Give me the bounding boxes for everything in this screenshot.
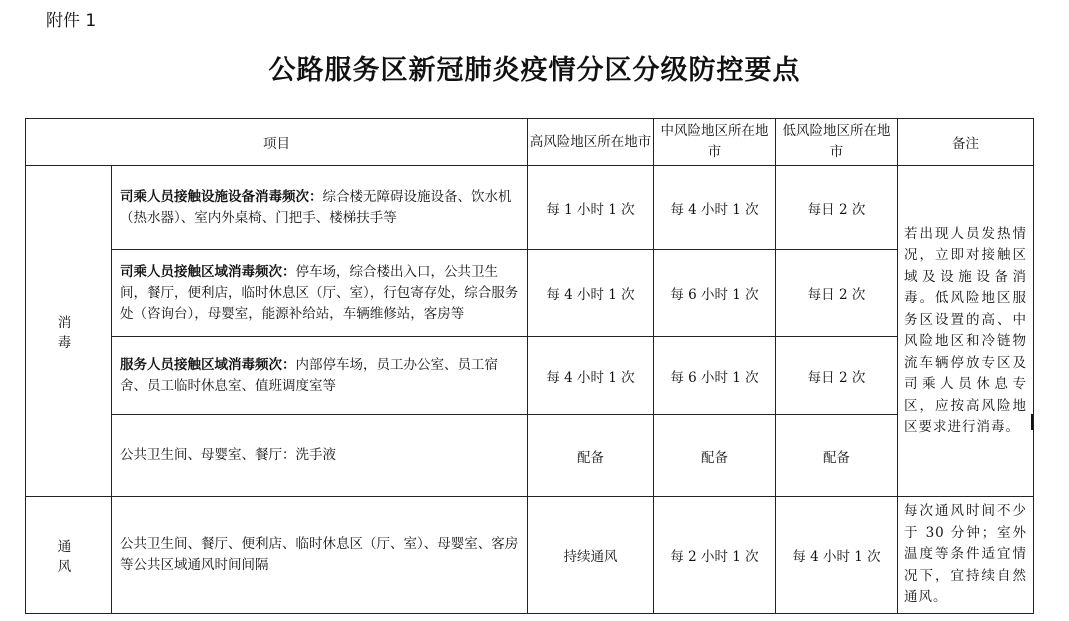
header-low-risk: 低风险地区所在地市 <box>776 119 898 166</box>
header-remarks: 备注 <box>898 119 1034 166</box>
high-risk-value: 每 1 小时 1 次 <box>528 166 654 250</box>
item-text: 公共卫生间、餐厅、便利店、临时休息区（厅、室）、母婴室、客房等公共区域通风时间间隔 <box>120 535 519 573</box>
item-text: 停车场，综合楼出入口，公共卫生间，餐厅，便利店，临时休息区（厅、室），行包寄存处，综合服务处（咨询台），母婴室，能源补给站，车辆维修站，客房等 <box>120 263 519 322</box>
header-high-risk: 高风险地区所在地市 <box>528 119 654 166</box>
high-risk-value: 每 4 小时 1 次 <box>528 250 654 337</box>
remarks-ventilation: 每次通风时间不少于 30 分钟；室外温度等条件适宜情况下，宜持续自然通风。 <box>898 497 1034 614</box>
table-row <box>26 337 1034 415</box>
high-risk-value: 配备 <box>528 415 654 497</box>
category-ventilation: 通风 <box>26 497 112 614</box>
item-cell <box>112 337 528 415</box>
mid-risk-value: 每 6 小时 1 次 <box>654 250 776 337</box>
low-risk-value: 每日 2 次 <box>776 166 898 250</box>
item-text: 公共卫生间、母婴室、餐厅：洗手液 <box>120 447 336 463</box>
low-risk-value: 每 4 小时 1 次 <box>776 497 898 614</box>
mid-risk-value: 每 2 小时 1 次 <box>654 497 776 614</box>
item-text: 内部停车场，员工办公室、员工宿舍、员工临时休息室、值班调度室等 <box>120 356 498 394</box>
table-header-row <box>26 119 1034 166</box>
table-row <box>26 497 1034 614</box>
prevention-table <box>25 118 1034 614</box>
low-risk-value: 每日 2 次 <box>776 250 898 337</box>
table-row <box>26 250 1034 337</box>
category-disinfection: 消毒 <box>26 166 112 497</box>
item-cell <box>112 497 528 614</box>
attachment-label: 附件 1 <box>46 11 97 31</box>
document-title: 公路服务区新冠肺炎疫情分区分级防控要点 <box>268 55 801 86</box>
header-mid-risk: 中风险地区所在地市 <box>654 119 776 166</box>
item-heading: 司乘人员接触区域消毒频次： <box>120 263 296 280</box>
low-risk-value: 每日 2 次 <box>776 337 898 415</box>
mid-risk-value: 每 6 小时 1 次 <box>654 337 776 415</box>
remarks-disinfection: 若出现人员发热情况，立即对接触区域及设施设备消毒。低风险地区服务区设置的高、中风险地区和冷链物流车辆停放专区及司乘人员休息专区，应按高风险地区要求进行消毒。 <box>898 166 1034 497</box>
table-row <box>26 166 1034 250</box>
item-cell <box>112 166 528 250</box>
item-cell <box>112 250 528 337</box>
header-item: 项目 <box>26 119 528 166</box>
item-cell <box>112 415 528 497</box>
text-cursor <box>1031 414 1033 430</box>
item-heading: 服务人员接触区域消毒频次： <box>120 356 296 373</box>
table-row <box>26 415 1034 497</box>
low-risk-value: 配备 <box>776 415 898 497</box>
high-risk-value: 每 4 小时 1 次 <box>528 337 654 415</box>
item-text: 综合楼无障碍设施设备、饮水机（热水器）、室内外桌椅、门把手、楼梯扶手等 <box>120 188 512 226</box>
high-risk-value: 持续通风 <box>528 497 654 614</box>
item-heading: 司乘人员接触设施设备消毒频次： <box>120 188 323 205</box>
mid-risk-value: 配备 <box>654 415 776 497</box>
mid-risk-value: 每 4 小时 1 次 <box>654 166 776 250</box>
